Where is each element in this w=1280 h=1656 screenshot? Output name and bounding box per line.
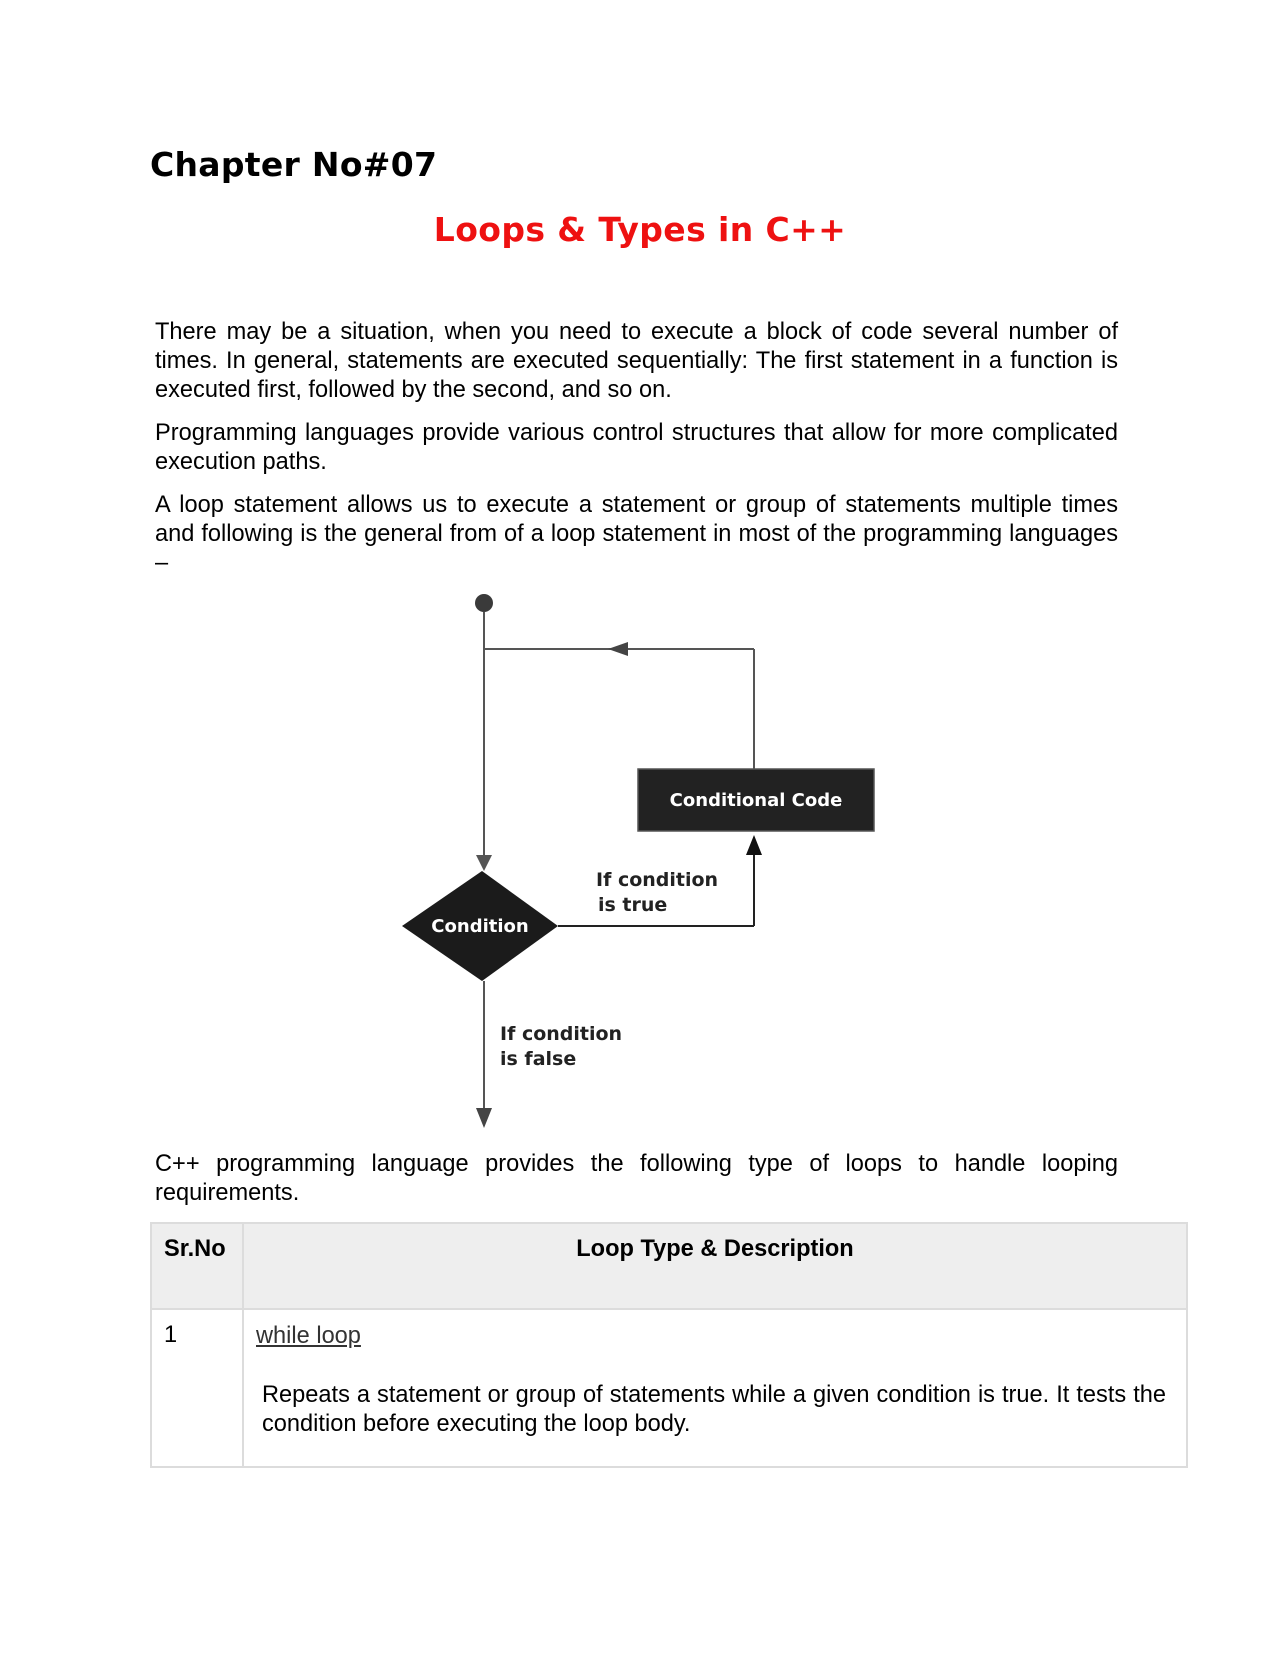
start-node xyxy=(475,594,493,612)
conditional-code-label: Conditional Code xyxy=(669,790,843,811)
loop-type-header: Loop Type & Description xyxy=(243,1223,1187,1309)
true-branch-label-line1: If condition xyxy=(596,869,719,891)
return-arrowhead xyxy=(608,642,628,656)
chapter-heading: Chapter No#07 xyxy=(150,145,438,184)
loop-types-table xyxy=(150,1222,1188,1468)
row-number: 1 xyxy=(151,1309,243,1467)
false-arrowhead xyxy=(476,1108,492,1128)
false-branch-label-line2: is false xyxy=(500,1048,577,1070)
loop-statement-paragraph: A loop statement allows us to execute a statement or group of statements multiple times and following is the general from of a loop statement in most of the programming languages – xyxy=(155,492,1118,576)
entry-arrowhead xyxy=(476,855,492,871)
cpp-loops-paragraph: C++ programming language provides the following type of loops to handle looping requirements. xyxy=(155,1151,1118,1206)
table-header-row xyxy=(151,1223,1187,1309)
page-title: Loops & Types in C++ xyxy=(433,210,847,249)
loop-flowchart xyxy=(390,585,910,1135)
table-row xyxy=(151,1309,1187,1467)
while-loop-link[interactable]: while loop xyxy=(256,1323,361,1349)
row-content xyxy=(243,1309,1187,1467)
true-branch-label-line2: is true xyxy=(598,894,668,916)
intro-paragraph: There may be a situation, when you need to execute a block of code several number of times. In general, statements are executed sequentially: The first statement in a function is executed first, followed by the second, and so on. xyxy=(155,319,1118,403)
condition-label: Condition xyxy=(431,916,529,937)
false-branch-label-line1: If condition xyxy=(500,1023,623,1045)
srno-header: Sr.No xyxy=(151,1223,243,1309)
true-arrowhead xyxy=(746,835,762,855)
control-structures-paragraph: Programming languages provide various control structures that allow for more complicated execution paths. xyxy=(155,420,1118,475)
while-loop-description: Repeats a statement or group of statements while a given condition is true. It tests the condition before executing the loop body. xyxy=(262,1382,1166,1437)
